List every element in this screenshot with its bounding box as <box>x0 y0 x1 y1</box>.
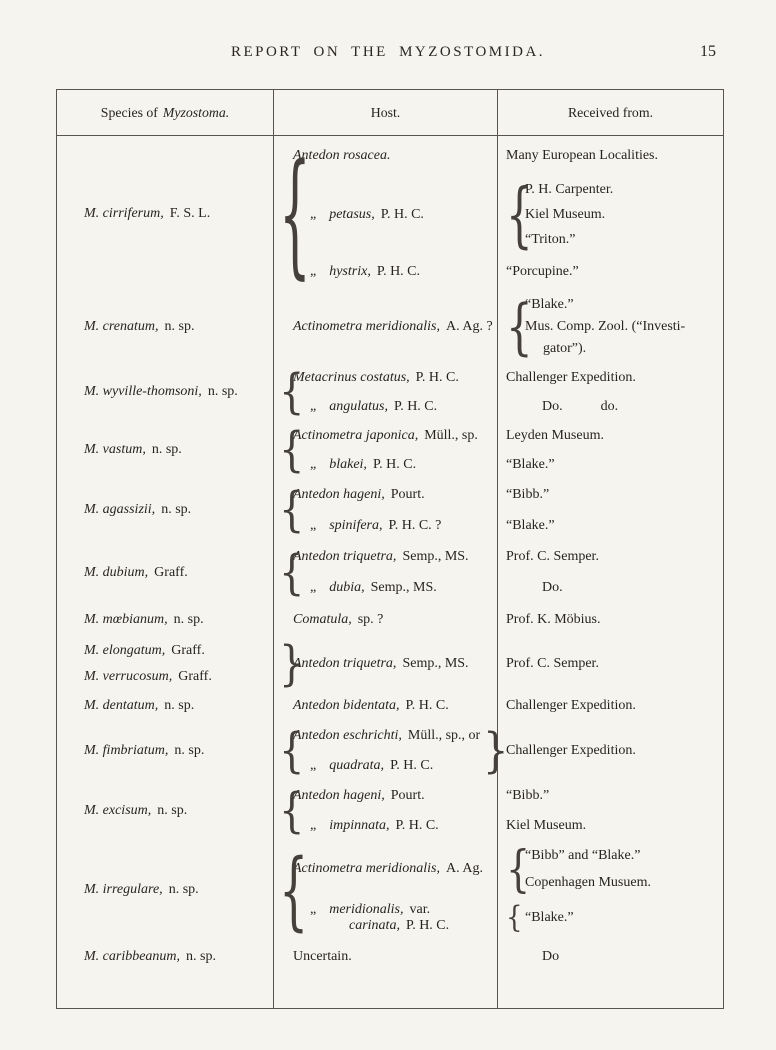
species-cell <box>57 136 273 291</box>
table-row <box>57 721 723 781</box>
received-entry: “Bibb.” <box>506 486 550 502</box>
received-entry: “Bibb.” <box>506 788 550 803</box>
table-filler-row <box>57 974 723 1008</box>
host-name: Antedon eschrichti, <box>293 728 402 743</box>
table-row <box>57 479 723 541</box>
species-authority: Graff. <box>154 564 188 580</box>
host-name: petasus, <box>329 206 375 222</box>
host-authority: P. H. C. <box>395 818 439 833</box>
species-authority: F. S. L. <box>169 205 211 221</box>
host-name: carinata, <box>349 917 400 933</box>
column-header-received: Received from. <box>497 90 723 135</box>
brace-open-icon: { <box>506 172 533 256</box>
species-cell <box>57 363 273 421</box>
received-entry: Do. <box>542 398 563 414</box>
host-name: Antedon bidentata, <box>293 698 400 713</box>
host-authority: P. H. C. <box>390 758 434 773</box>
received-entry: Copenhagen Musuem. <box>525 874 651 890</box>
host-cell <box>273 781 497 841</box>
table-row <box>57 291 723 363</box>
species-cell <box>57 636 273 691</box>
host-authority: sp. ? <box>357 612 384 627</box>
host-authority: A. Ag. <box>446 860 483 876</box>
species-table <box>56 89 724 1009</box>
host-cell <box>273 636 497 691</box>
species-cell <box>57 604 273 636</box>
received-entry: Challenger Expedition. <box>506 743 636 758</box>
species-cell <box>57 479 273 541</box>
host-cell <box>273 841 497 939</box>
brace-open-icon: { <box>506 839 531 898</box>
species-authority: n. sp. <box>173 612 204 627</box>
species-authority: Graff. <box>178 668 212 684</box>
species-cell <box>57 691 273 721</box>
host-authority: P. H. C. <box>372 456 417 472</box>
species-name: M. excisum, <box>84 803 152 818</box>
species-authority: n. sp. <box>161 502 192 517</box>
species-cell <box>57 541 273 604</box>
host-name: Antedon triquetra, <box>293 548 397 564</box>
host-authority: P. H. C. <box>393 398 438 414</box>
species-name: M. irregulare, <box>84 882 163 897</box>
table-row <box>57 136 723 291</box>
host-authority: A. Ag. ? <box>446 319 493 334</box>
species-cell <box>57 939 273 974</box>
received-entry: “Porcupine.” <box>506 264 579 279</box>
host-authority: Müll., sp. <box>424 427 478 443</box>
ditto-mark: „ <box>310 456 317 472</box>
host-authority: P. H. C. <box>380 206 424 222</box>
column-header-host: Host. <box>273 90 497 135</box>
ditto-mark: „ <box>310 264 317 279</box>
host-authority: P. H. C. <box>405 698 449 713</box>
received-entry: Kiel Museum. <box>525 207 606 222</box>
received-cell <box>497 479 723 541</box>
species-name: M. fimbriatum, <box>84 743 169 758</box>
page-title: REPORT ON THE MYZOSTOMIDA. <box>230 44 546 60</box>
received-entry: “Bibb” and “Blake.” <box>525 847 641 863</box>
ditto-mark: „ <box>310 818 317 833</box>
host-name: Antedon hageni, <box>293 788 385 803</box>
host-name: Actinometra japonica, <box>293 427 419 443</box>
brace-close-icon: } <box>279 635 305 692</box>
ditto-mark: „ <box>310 758 317 773</box>
host-cell <box>273 939 497 974</box>
species-cell <box>57 721 273 781</box>
host-name: Antedon hageni, <box>293 486 385 502</box>
brace-open-icon: { <box>506 290 533 362</box>
ditto-mark: „ <box>310 398 317 414</box>
received-entry: Prof. C. Semper. <box>506 655 599 671</box>
host-name: Comatula, <box>293 612 352 627</box>
species-authority: n. sp. <box>186 948 216 964</box>
host-cell <box>273 363 497 421</box>
received-cell <box>497 604 723 636</box>
species-name: M. dubium, <box>84 564 149 580</box>
received-cell <box>497 136 723 291</box>
received-cell <box>497 541 723 604</box>
brace-open-icon: { <box>506 900 523 935</box>
table-row <box>57 636 723 691</box>
received-cell <box>497 939 723 974</box>
table-row <box>57 781 723 841</box>
host-name: Antedon rosacea. <box>293 148 391 163</box>
received-entry: Do. <box>542 580 563 595</box>
host-authority: Semp., MS. <box>402 655 469 671</box>
column-header-species-label: Species of <box>100 104 158 120</box>
host-name: spinifera, <box>329 517 383 533</box>
species-authority: n. sp. <box>151 442 182 457</box>
species-name: M. crenatum, <box>84 319 159 334</box>
host-name: hystrix, <box>329 264 371 279</box>
species-name: M. elongatum, <box>84 642 166 658</box>
host-cell <box>273 421 497 479</box>
received-entry: gator”). <box>543 341 587 356</box>
page-number: 15 <box>700 43 716 60</box>
host-name: quadrata, <box>329 758 385 773</box>
species-cell <box>57 421 273 479</box>
table-row <box>57 691 723 721</box>
species-cell <box>57 781 273 841</box>
ditto-mark: „ <box>310 517 317 533</box>
host-authority: Pourt. <box>390 788 425 803</box>
received-entry: “Blake.” <box>506 517 555 533</box>
brace-open-icon: { <box>279 482 305 538</box>
host-cell <box>273 604 497 636</box>
host-authority: P. H. C. <box>415 369 459 385</box>
received-cell <box>497 781 723 841</box>
table-row <box>57 421 723 479</box>
received-entry: Prof. C. Semper. <box>506 548 599 564</box>
host-name: Antedon triquetra, <box>293 655 397 671</box>
table-row <box>57 841 723 939</box>
brace-open-icon: { <box>279 422 305 478</box>
host-authority: P. H. C. <box>405 917 450 933</box>
received-entry: Kiel Museum. <box>506 818 587 833</box>
species-name: M. vastum, <box>84 442 146 457</box>
host-cell <box>273 721 509 781</box>
received-entry: “Blake.” <box>506 456 555 472</box>
brace-open-icon: { <box>279 544 305 601</box>
brace-open-icon: { <box>279 840 309 940</box>
species-authority: n. sp. <box>164 319 195 334</box>
received-entry: Leyden Museum. <box>506 427 604 443</box>
host-authority: P. H. C. ? <box>388 517 442 533</box>
table-row <box>57 604 723 636</box>
received-entry: Challenger Expedition. <box>506 369 636 385</box>
host-name: angulatus, <box>329 398 388 414</box>
table-header-row <box>57 90 723 136</box>
species-authority: n. sp. <box>168 882 199 897</box>
host-authority: Semp., MS. <box>402 548 469 564</box>
host-name: impinnata, <box>329 818 390 833</box>
species-authority: Graff. <box>171 642 205 658</box>
host-variety: var. <box>409 901 431 917</box>
brace-open-icon: { <box>279 135 311 292</box>
received-entry: “Triton.” <box>525 232 576 247</box>
received-cell <box>497 841 723 939</box>
host-cell <box>273 541 497 604</box>
host-cell <box>273 479 497 541</box>
species-authority: n. sp. <box>174 743 205 758</box>
received-cell <box>497 636 723 691</box>
received-entry: “Blake.” <box>525 909 574 925</box>
brace-open-icon: { <box>279 364 305 420</box>
host-name: meridionalis, <box>329 901 404 917</box>
table-row <box>57 363 723 421</box>
species-authority: n. sp. <box>157 803 188 818</box>
species-name: M. agassizii, <box>84 502 156 517</box>
host-name: dubia, <box>329 580 365 595</box>
received-cell <box>497 691 723 721</box>
host-name: Actinometra meridionalis, <box>293 319 440 334</box>
ditto-mark: „ <box>310 206 317 222</box>
received-cell <box>497 721 723 781</box>
received-cell <box>497 291 723 363</box>
received-entry: “Blake.” <box>525 297 574 312</box>
received-entry: Prof. K. Möbius. <box>506 612 601 627</box>
species-name: M. cirriferum, <box>84 205 164 221</box>
host-cell <box>273 691 497 721</box>
brace-open-icon: { <box>279 723 305 779</box>
ditto-mark: „ <box>310 901 317 917</box>
host-authority: P. H. C. <box>376 264 421 279</box>
species-authority: n. sp. <box>164 698 195 713</box>
host-authority: Müll., sp., or <box>407 728 481 743</box>
table-row <box>57 939 723 974</box>
species-name: M. dentatum, <box>84 698 159 713</box>
host-name: Uncertain. <box>293 948 352 964</box>
received-entry: Many European Localities. <box>506 148 659 163</box>
species-authority: n. sp. <box>207 384 238 399</box>
host-cell <box>273 291 497 363</box>
brace-open-icon: { <box>279 783 305 839</box>
species-cell <box>57 841 273 939</box>
host-name: Actinometra meridionalis, <box>293 860 440 876</box>
species-name: M. caribbeanum, <box>84 948 181 964</box>
received-entry: do. <box>600 398 619 414</box>
host-cell <box>273 136 497 291</box>
host-authority: Pourt. <box>390 486 425 502</box>
received-entry: P. H. Carpenter. <box>525 182 614 197</box>
received-cell <box>497 363 723 421</box>
received-cell <box>497 421 723 479</box>
species-name: M. mœbianum, <box>84 612 168 627</box>
received-entry: Challenger Expedition. <box>506 698 636 713</box>
host-name: blakei, <box>329 456 367 472</box>
host-name: Metacrinus costatus, <box>293 369 410 385</box>
table-row <box>57 541 723 604</box>
species-name: M. wyville-thomsoni, <box>84 384 202 399</box>
brace-close-icon: } <box>483 723 509 779</box>
received-entry: Do <box>542 948 560 964</box>
received-entry: Mus. Comp. Zool. (“Investi- <box>525 319 686 334</box>
column-header-species-genus: Myzostoma. <box>162 104 230 120</box>
column-header-species <box>57 90 273 135</box>
host-authority: Semp., MS. <box>370 580 437 595</box>
ditto-mark: „ <box>310 580 317 595</box>
species-name: M. verrucosum, <box>84 668 173 684</box>
species-cell <box>57 291 273 363</box>
